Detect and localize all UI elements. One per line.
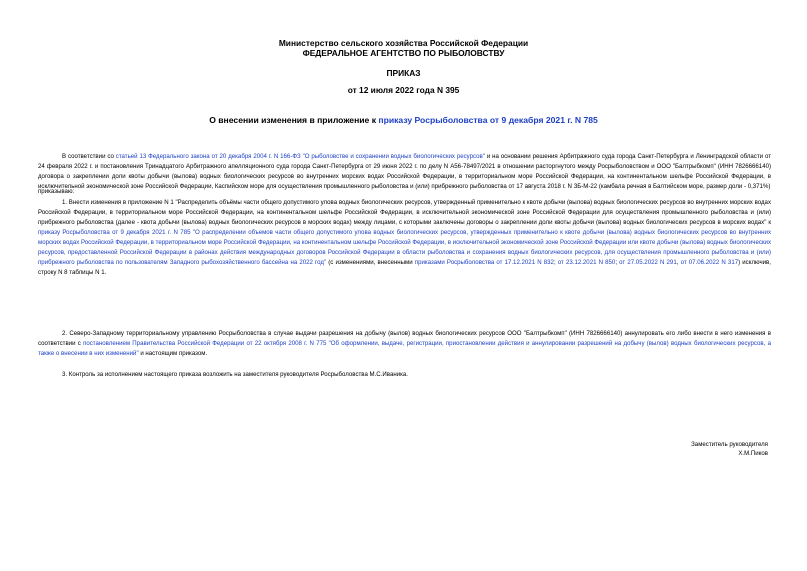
title-link[interactable]: приказу Росрыболовства от 9 декабря 2021 г. N 785 [378, 115, 598, 125]
signature-position: Заместитель руководителя [691, 441, 768, 448]
item-2-paragraph [38, 329, 771, 359]
item2-text-1: 2. Северо-Западному территориальному управлению Росрыболовства в случае выдачи разрешения на добычу (вылов) водных биологических ресурсов ООО "Балтрыбкомп" (ИНН 7826666140) аннулировать его либо внести в него изменения в соответствии с [38, 330, 771, 347]
order-291-link[interactable]: от 27.05.2022 N 291 [619, 259, 677, 266]
preamble-paragraph [38, 152, 771, 192]
order-832-link[interactable]: приказами Росрыболовства от 17.12.2021 N 832 [414, 259, 554, 266]
resolution-775-link[interactable]: постановлением Правительства Российской Федерации от 22 октября 2008 г. N 775 "Об оформлении, выдаче, регистрации, приостановлении действия и аннулировании разрешений на добычу (вылов) водных биологических ресурсов, а также о внесении в них изменений" [38, 340, 771, 357]
document-type: ПРИКАЗ [386, 68, 421, 78]
item1-text-4: ; [615, 259, 620, 266]
ministry-name: Министерство сельского хозяйства Российской Федерации [278, 38, 529, 48]
law-link[interactable]: статьей 13 Федерального закона от 20 декабря 2004 г. N 166-ФЗ "О рыболовстве и сохранении водных биологических ресурсов" [115, 153, 485, 160]
document-date-number: от 12 июля 2022 года N 395 [347, 85, 460, 95]
item1-text-1: 1. Внести изменения в приложение N 1 "Распределить объёмы части общего допустимого улова водных биологических ресурсов, утвержденный применительно к квоте добычи (вылова) водных биологических ресурсов во внутренних морских водах Российской Федерации, в территориальном море Российской Федерации, на континентальном шельфе Российской Федерации, в исключительной экономической зоне Российской Федерации для осуществления промышленного рыболовства и (или) прибрежного рыболовства (далее - квота добычи (вылова) водных биологических ресурсов в морских водах) между лицами, с которыми заключены договоры о закреплении доли квоты добычи (вылова) водных биологических ресурсов в морских водах" к [38, 199, 771, 226]
signature-name: Х.М.Пиков [738, 450, 768, 457]
order-word: приказываю: [38, 188, 75, 195]
item-3-paragraph: 3. Контроль за исполнением настоящего приказа возложить на заместителя руководителя Росрыболовства М.С.Иваника. [62, 371, 408, 378]
item1-text-3: ; [553, 259, 558, 266]
item1-text-5: , [676, 259, 681, 266]
item-1-paragraph [38, 198, 771, 278]
document-title [0, 115, 807, 125]
item1-text-2: (с изменениями, внесенными [326, 259, 415, 266]
order-317-link[interactable]: от 07.06.2022 N 317 [680, 259, 739, 266]
order-785-link[interactable]: приказу Росрыболовства от 9 декабря 2021 г. N 785 "О распределении объемов части общего допустимого улова водных биологических ресурсов, утвержденных применительно к квоте добычи (вылова) водных биологических ресурсов во внутренних морских водах Российской Федерации, в территориальном море Российской Федерации, на континентальном шельфе Российской Федерации, в исключительной экономической зоне Российской Федерации или квоте добычи (вылова) водных биологических ресурсов, предоставленной Российской Федерации в районах действия международных договоров Российской Федерации в области рыболовства и сохранения водных биологических ресурсов, для осуществления промышленного рыболовства и (или) прибрежного рыболовства по пользователям Западного рыбохозяйственного бассейна на 2022 год" [38, 229, 771, 266]
title-text: О внесении изменения в приложение к [209, 115, 379, 125]
order-850-link[interactable]: от 23.12.2021 N 850 [557, 259, 616, 266]
preamble-text-2: и на основании решения Арбитражного суда города Санкт-Петербурга и Ленинградской области от 24 февраля 2022 г. и постановления Тринадцатого Арбитражного апелляционного суда города Санкт-Петербурга от 29 июня 2022 г. по делу N А56-78497/2021 в отношении расторгнутого между Росрыболовством и ООО "Балтрыбкомп" (ИНН 7826666140) договора о закреплении доли квоты добычи (вылова) водных биологических ресурсов во внутренних морских водах Российской Федерации, в территориальном море Российской Федерации, на континентальном шельфе Российской Федерации, в исключительной экономической зоне Российской Федерации, Каспийском море для осуществления промышленного рыболовства и (или) прибрежного рыболовства от 17 августа 2018 г. N ЗБ-М-22 (камбала речная в Балтийском море, размер доли - 0,371%) [38, 153, 771, 190]
agency-name: ФЕДЕРАЛЬНОЕ АГЕНТСТВО ПО РЫБОЛОВСТВУ [302, 48, 505, 58]
preamble-text-1: В соответствии со [62, 153, 116, 160]
item1-text-6: ) исключив, строку N 8 таблицы N 1. [38, 259, 771, 276]
item2-text-2: и настоящим приказом. [138, 350, 208, 357]
